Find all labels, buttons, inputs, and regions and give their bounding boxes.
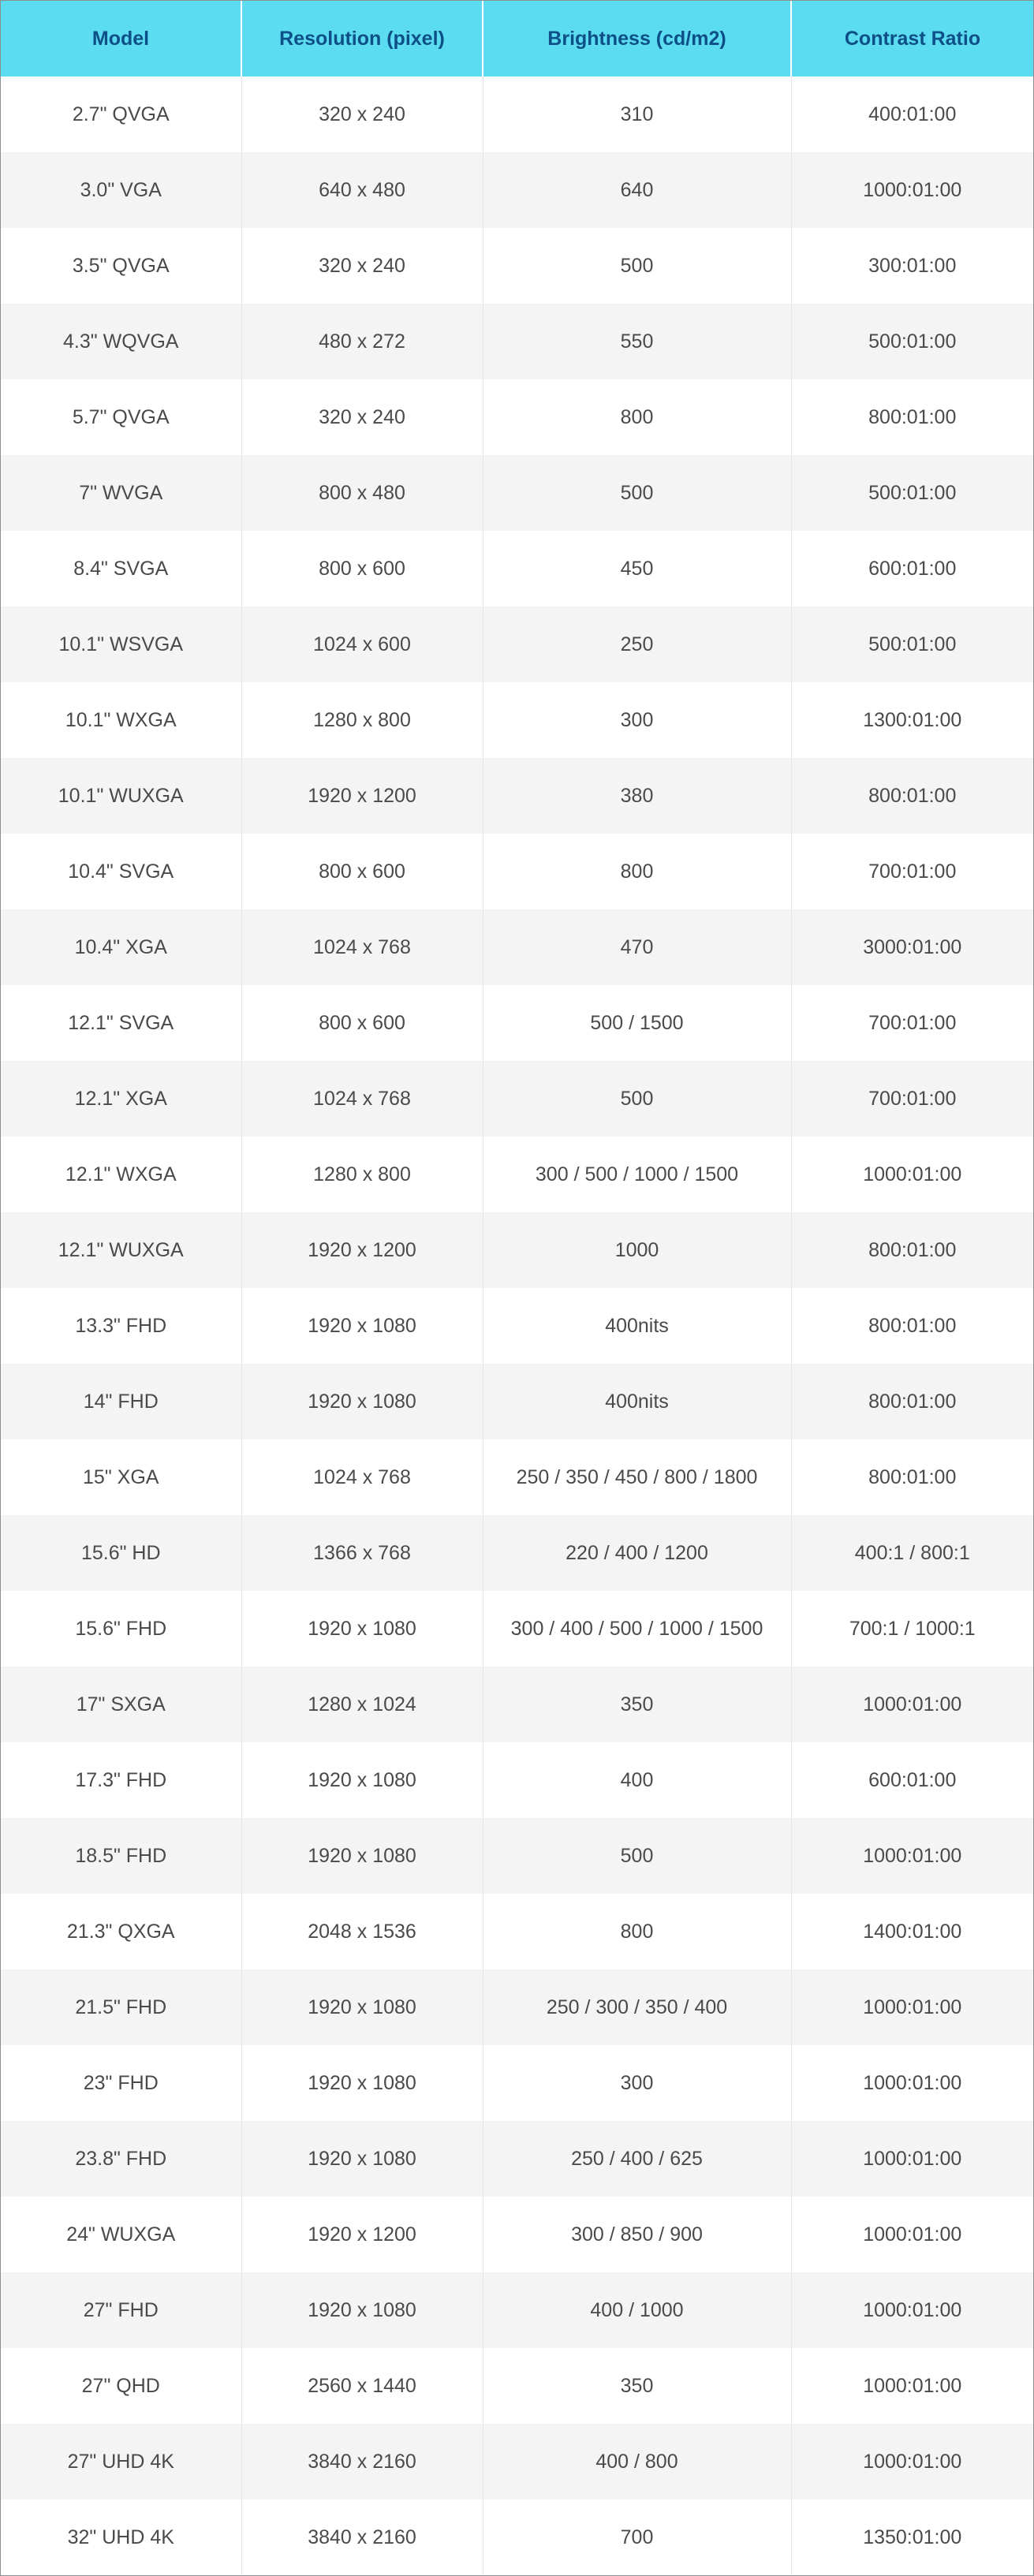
- cell-model: 21.5" FHD: [1, 1969, 241, 2045]
- table-row: [1, 909, 1033, 985]
- cell-brightness: 450: [483, 531, 791, 607]
- table-row: [1, 1667, 1033, 1742]
- table-row: [1, 2348, 1033, 2424]
- cell-model: 8.4" SVGA: [1, 531, 241, 607]
- cell-contrast-ratio: 700:01:00: [791, 985, 1033, 1061]
- cell-contrast-ratio: 500:01:00: [791, 455, 1033, 531]
- table-row: [1, 2121, 1033, 2197]
- cell-contrast-ratio: 1000:01:00: [791, 1667, 1033, 1742]
- cell-contrast-ratio: 700:1 / 1000:1: [791, 1591, 1033, 1667]
- cell-contrast-ratio: 600:01:00: [791, 1742, 1033, 1818]
- cell-contrast-ratio: 700:01:00: [791, 1061, 1033, 1137]
- cell-brightness: 350: [483, 1667, 791, 1742]
- cell-model: 7" WVGA: [1, 455, 241, 531]
- cell-model: 10.4" XGA: [1, 909, 241, 985]
- table-row: [1, 1364, 1033, 1439]
- table-row: [1, 531, 1033, 607]
- cell-brightness: 550: [483, 304, 791, 379]
- cell-model: 23.8" FHD: [1, 2121, 241, 2197]
- cell-resolution: 1920 x 1080: [241, 1818, 483, 1894]
- cell-resolution: 320 x 240: [241, 228, 483, 304]
- table-row: [1, 2197, 1033, 2272]
- cell-contrast-ratio: 700:01:00: [791, 834, 1033, 909]
- cell-model: 10.1" WSVGA: [1, 607, 241, 682]
- table-row: [1, 77, 1033, 152]
- cell-brightness: 400nits: [483, 1364, 791, 1439]
- cell-contrast-ratio: 1000:01:00: [791, 2045, 1033, 2121]
- cell-model: 13.3" FHD: [1, 1288, 241, 1364]
- cell-brightness: 500: [483, 455, 791, 531]
- cell-model: 12.1" WXGA: [1, 1137, 241, 1212]
- cell-resolution: 1920 x 1080: [241, 1969, 483, 2045]
- cell-brightness: 300 / 400 / 500 / 1000 / 1500: [483, 1591, 791, 1667]
- cell-model: 10.1" WXGA: [1, 682, 241, 758]
- cell-contrast-ratio: 800:01:00: [791, 1212, 1033, 1288]
- table-row: [1, 1137, 1033, 1212]
- cell-resolution: 1024 x 600: [241, 607, 483, 682]
- cell-resolution: 1920 x 1200: [241, 1212, 483, 1288]
- cell-resolution: 1024 x 768: [241, 909, 483, 985]
- cell-contrast-ratio: 400:01:00: [791, 77, 1033, 152]
- cell-brightness: 300 / 500 / 1000 / 1500: [483, 1137, 791, 1212]
- table-row: [1, 834, 1033, 909]
- cell-brightness: 640: [483, 152, 791, 228]
- cell-resolution: 1024 x 768: [241, 1061, 483, 1137]
- cell-contrast-ratio: 1000:01:00: [791, 1818, 1033, 1894]
- cell-resolution: 1920 x 1080: [241, 1364, 483, 1439]
- cell-model: 17.3" FHD: [1, 1742, 241, 1818]
- cell-brightness: 800: [483, 834, 791, 909]
- header-resolution: Resolution (pixel): [241, 1, 483, 77]
- cell-resolution: 1920 x 1080: [241, 1288, 483, 1364]
- table-row: [1, 2272, 1033, 2348]
- cell-brightness: 300 / 850 / 900: [483, 2197, 791, 2272]
- table-row: [1, 1742, 1033, 1818]
- cell-resolution: 2560 x 1440: [241, 2348, 483, 2424]
- cell-resolution: 1024 x 768: [241, 1439, 483, 1515]
- table-row: [1, 1969, 1033, 2045]
- header-model: Model: [1, 1, 241, 77]
- cell-brightness: 1000: [483, 1212, 791, 1288]
- cell-brightness: 500: [483, 228, 791, 304]
- cell-brightness: 300: [483, 2045, 791, 2121]
- cell-brightness: 250: [483, 607, 791, 682]
- cell-model: 27" QHD: [1, 2348, 241, 2424]
- cell-contrast-ratio: 1400:01:00: [791, 1894, 1033, 1969]
- table-row: [1, 455, 1033, 531]
- cell-resolution: 1920 x 1200: [241, 758, 483, 834]
- cell-model: 15" XGA: [1, 1439, 241, 1515]
- table-row: [1, 2045, 1033, 2121]
- table-row: [1, 985, 1033, 1061]
- cell-model: 2.7" QVGA: [1, 77, 241, 152]
- cell-resolution: 1280 x 1024: [241, 1667, 483, 1742]
- cell-contrast-ratio: 800:01:00: [791, 379, 1033, 455]
- cell-contrast-ratio: 800:01:00: [791, 1288, 1033, 1364]
- cell-model: 23" FHD: [1, 2045, 241, 2121]
- cell-resolution: 1920 x 1080: [241, 2121, 483, 2197]
- cell-resolution: 1920 x 1080: [241, 1742, 483, 1818]
- cell-brightness: 220 / 400 / 1200: [483, 1515, 791, 1591]
- cell-resolution: 320 x 240: [241, 379, 483, 455]
- cell-model: 4.3" WQVGA: [1, 304, 241, 379]
- cell-resolution: 1280 x 800: [241, 682, 483, 758]
- cell-brightness: 470: [483, 909, 791, 985]
- cell-model: 15.6" FHD: [1, 1591, 241, 1667]
- cell-resolution: 480 x 272: [241, 304, 483, 379]
- cell-model: 10.4" SVGA: [1, 834, 241, 909]
- cell-resolution: 1366 x 768: [241, 1515, 483, 1591]
- cell-brightness: 800: [483, 379, 791, 455]
- cell-resolution: 1920 x 1080: [241, 1591, 483, 1667]
- cell-contrast-ratio: 800:01:00: [791, 758, 1033, 834]
- cell-model: 15.6" HD: [1, 1515, 241, 1591]
- cell-brightness: 500: [483, 1818, 791, 1894]
- cell-model: 12.1" WUXGA: [1, 1212, 241, 1288]
- cell-contrast-ratio: 500:01:00: [791, 607, 1033, 682]
- cell-brightness: 400 / 800: [483, 2424, 791, 2499]
- cell-contrast-ratio: 1000:01:00: [791, 2348, 1033, 2424]
- cell-model: 12.1" SVGA: [1, 985, 241, 1061]
- table-row: [1, 1439, 1033, 1515]
- cell-contrast-ratio: 500:01:00: [791, 304, 1033, 379]
- cell-contrast-ratio: 1000:01:00: [791, 2197, 1033, 2272]
- cell-brightness: 400 / 1000: [483, 2272, 791, 2348]
- cell-brightness: 350: [483, 2348, 791, 2424]
- table-row: [1, 1515, 1033, 1591]
- cell-contrast-ratio: 1000:01:00: [791, 1969, 1033, 2045]
- table-row: [1, 2499, 1033, 2575]
- cell-contrast-ratio: 3000:01:00: [791, 909, 1033, 985]
- cell-contrast-ratio: 800:01:00: [791, 1364, 1033, 1439]
- table-header: [1, 1, 1033, 77]
- cell-model: 5.7" QVGA: [1, 379, 241, 455]
- cell-model: 3.5" QVGA: [1, 228, 241, 304]
- cell-resolution: 640 x 480: [241, 152, 483, 228]
- cell-model: 10.1" WUXGA: [1, 758, 241, 834]
- cell-resolution: 1920 x 1080: [241, 2045, 483, 2121]
- cell-contrast-ratio: 1000:01:00: [791, 2121, 1033, 2197]
- cell-contrast-ratio: 300:01:00: [791, 228, 1033, 304]
- header-row: [1, 1, 1033, 77]
- cell-brightness: 700: [483, 2499, 791, 2575]
- table-row: [1, 304, 1033, 379]
- cell-model: 3.0" VGA: [1, 152, 241, 228]
- cell-model: 27" FHD: [1, 2272, 241, 2348]
- cell-resolution: 800 x 600: [241, 531, 483, 607]
- cell-contrast-ratio: 1000:01:00: [791, 2272, 1033, 2348]
- cell-model: 21.3" QXGA: [1, 1894, 241, 1969]
- cell-resolution: 2048 x 1536: [241, 1894, 483, 1969]
- cell-brightness: 250 / 400 / 625: [483, 2121, 791, 2197]
- cell-model: 32" UHD 4K: [1, 2499, 241, 2575]
- table-row: [1, 152, 1033, 228]
- cell-resolution: 1280 x 800: [241, 1137, 483, 1212]
- table-row: [1, 1818, 1033, 1894]
- cell-model: 27" UHD 4K: [1, 2424, 241, 2499]
- table-row: [1, 1591, 1033, 1667]
- cell-model: 17" SXGA: [1, 1667, 241, 1742]
- table-row: [1, 1061, 1033, 1137]
- cell-contrast-ratio: 1300:01:00: [791, 682, 1033, 758]
- cell-resolution: 800 x 480: [241, 455, 483, 531]
- cell-model: 24" WUXGA: [1, 2197, 241, 2272]
- table-body: [1, 77, 1033, 2575]
- cell-resolution: 800 x 600: [241, 834, 483, 909]
- cell-resolution: 3840 x 2160: [241, 2424, 483, 2499]
- cell-contrast-ratio: 1000:01:00: [791, 2424, 1033, 2499]
- table-row: [1, 607, 1033, 682]
- cell-contrast-ratio: 1350:01:00: [791, 2499, 1033, 2575]
- table-row: [1, 2424, 1033, 2499]
- cell-brightness: 400: [483, 1742, 791, 1818]
- cell-contrast-ratio: 800:01:00: [791, 1439, 1033, 1515]
- table-row: [1, 758, 1033, 834]
- table-row: [1, 682, 1033, 758]
- cell-resolution: 320 x 240: [241, 77, 483, 152]
- cell-brightness: 250 / 300 / 350 / 400: [483, 1969, 791, 2045]
- cell-contrast-ratio: 1000:01:00: [791, 152, 1033, 228]
- cell-brightness: 310: [483, 77, 791, 152]
- cell-brightness: 250 / 350 / 450 / 800 / 1800: [483, 1439, 791, 1515]
- cell-model: 12.1" XGA: [1, 1061, 241, 1137]
- cell-model: 18.5" FHD: [1, 1818, 241, 1894]
- cell-resolution: 1920 x 1080: [241, 2272, 483, 2348]
- cell-brightness: 300: [483, 682, 791, 758]
- table-row: [1, 379, 1033, 455]
- header-brightness: Brightness (cd/m2): [483, 1, 791, 77]
- cell-brightness: 400nits: [483, 1288, 791, 1364]
- header-contrast-ratio: Contrast Ratio: [791, 1, 1033, 77]
- cell-contrast-ratio: 600:01:00: [791, 531, 1033, 607]
- cell-resolution: 1920 x 1200: [241, 2197, 483, 2272]
- cell-brightness: 800: [483, 1894, 791, 1969]
- cell-contrast-ratio: 400:1 / 800:1: [791, 1515, 1033, 1591]
- cell-brightness: 500: [483, 1061, 791, 1137]
- cell-model: 14" FHD: [1, 1364, 241, 1439]
- cell-brightness: 380: [483, 758, 791, 834]
- cell-resolution: 800 x 600: [241, 985, 483, 1061]
- display-spec-table: [1, 1, 1033, 2575]
- table-row: [1, 1894, 1033, 1969]
- cell-brightness: 500 / 1500: [483, 985, 791, 1061]
- table-row: [1, 1212, 1033, 1288]
- cell-contrast-ratio: 1000:01:00: [791, 1137, 1033, 1212]
- table-row: [1, 228, 1033, 304]
- table-row: [1, 1288, 1033, 1364]
- cell-resolution: 3840 x 2160: [241, 2499, 483, 2575]
